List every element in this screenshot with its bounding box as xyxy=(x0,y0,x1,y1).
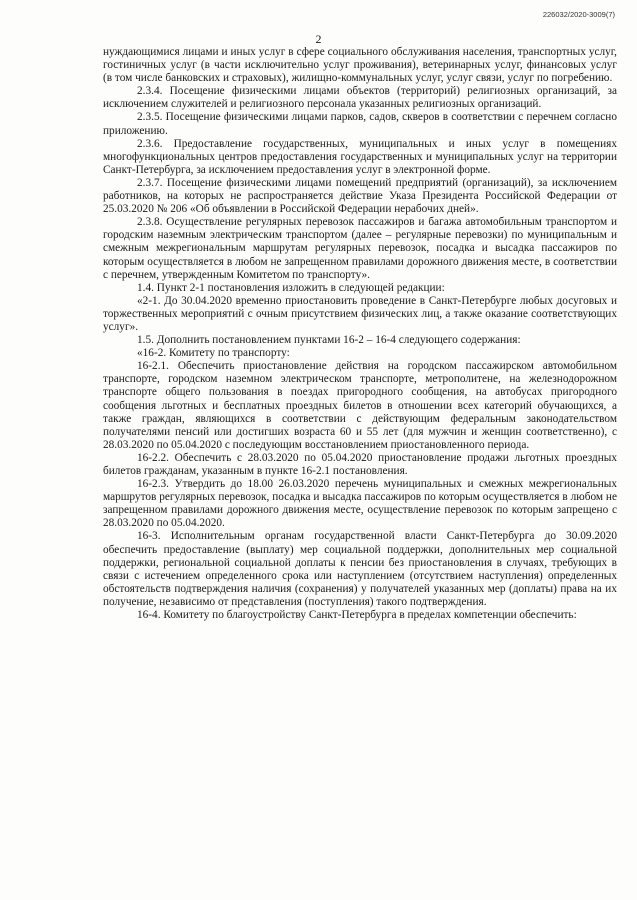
paragraph: 16-2.2. Обеспечить с 28.03.2020 по 05.04.2020 приостановление продажи льготных проездных билетов гражданам, указанным в пункте 16-2.1 постановления. xyxy=(103,451,617,477)
page-number: 2 xyxy=(315,32,322,46)
paragraph: 16-3. Исполнительным органам государственной власти Санкт-Петербурга до 30.09.2020 обеспечить предоставление (выплату) мер социальной поддержки, дополнительных мер социальной поддержки, региональной социальной доплаты к пенсии без приостановления в случаях, требующих в связи с истечением определенного срока или наступлением (отсутствием наступления) определенных обстоятельств подтверждения наличия (сохранения) у получателей указанных мер (доплаты) права на их получение, независимо от представления (поступления) такого подтверждения. xyxy=(103,530,617,608)
document-body xyxy=(103,46,617,622)
paragraph: нуждающимися лицами и иных услуг в сфере социального обслуживания населения, транспортных услуг, гостиничных услуг (в части исключительно услуг проживания), ветеринарных услуг, финансовых услуг (в том числе банковских и страховых), жилищно-коммунальных услуг, услуг связи, услуг по погребению. xyxy=(103,46,617,85)
paragraph: 16-2.1. Обеспечить приостановление действия на городском пассажирском автомобильном транспорте, городском наземном электрическом транспорте, метрополитене, на железнодорожном транспорте общего пользования в поездах пригородного сообщения, на автобусах пригородного сообщения льготных и бесплатных проездных билетов в отношении всех категорий обучающихся, а также граждан, являющихся в соответствии с действующим федеральным законодательством получателями пенсий или достигших возраста 60 и 55 лет (для мужчин и женщин соответственно), с 28.03.2020 по 05.04.2020 с последующим восстановлением приостановленного периода. xyxy=(103,360,617,451)
paragraph: «16-2. Комитету по транспорту: xyxy=(137,347,290,360)
paragraph: 2.3.7. Посещение физическими лицами помещений предприятий (организаций), за исключением работников, на которых не распространяется действие Указа Президента Российской Федерации от 25.03.2020 № 206 «Об объявлении в Российской Федерации нерабочих дней». xyxy=(103,176,617,216)
paragraph: 1.5. Дополнить постановлением пунктами 16-2 – 16-4 следующего содержания: xyxy=(137,334,521,347)
paragraph: 16-4. Комитету по благоустройству Санкт-Петербурга в пределах компетенции обеспечить: xyxy=(137,609,577,622)
paragraph: 16-2.3. Утвердить до 18.00 26.03.2020 перечень муниципальных и смежных межрегиональных маршрутов регулярных перевозок, посадка и высадка пассажиров по которым осуществляется в любом не запрещенном правилами дорожного движения месте, осуществление перевозок по которым запрещено с 28.03.2020 по 05.04.2020. xyxy=(103,478,617,530)
paragraph: 2.3.4. Посещение физическими лицами объектов (территорий) религиозных организаций, за исключением служителей и религиозного персонала указанных религиозных организаций. xyxy=(103,85,617,111)
paragraph: 2.3.8. Осуществление регулярных перевозок пассажиров и багажа автомобильным транспортом и городским наземным электрическим транспортом (далее – регулярные перевозки) по муниципальным и смежным межрегиональным маршрутам регулярных перевозок, посадка и высадка пассажиров по которым осуществляется в любом не запрещенном правилами дорожного движения месте, в соответствии с перечнем, утвержденным Комитетом по транспорту». xyxy=(103,216,617,281)
document-number: 226032/2020-3009(7) xyxy=(542,10,615,19)
paragraph: «2-1. До 30.04.2020 временно приостановить проведение в Санкт-Петербурге любых досуговых и торжественных мероприятий с очным присутствием физических лиц, а также оказание соответствующих услуг». xyxy=(103,294,617,333)
paragraph: 2.3.5. Посещение физическими лицами парков, садов, скверов в соответствии с перечнем согласно приложению. xyxy=(103,111,617,137)
paragraph: 1.4. Пункт 2-1 постановления изложить в следующей редакции: xyxy=(137,281,445,294)
paragraph: 2.3.6. Предоставление государственных, муниципальных и иных услуг в помещениях многофункциональных центров предоставления государственных и муниципальных услуг на территории Санкт-Петербурга, за исключением предоставления услуг в электронной форме. xyxy=(103,137,617,176)
